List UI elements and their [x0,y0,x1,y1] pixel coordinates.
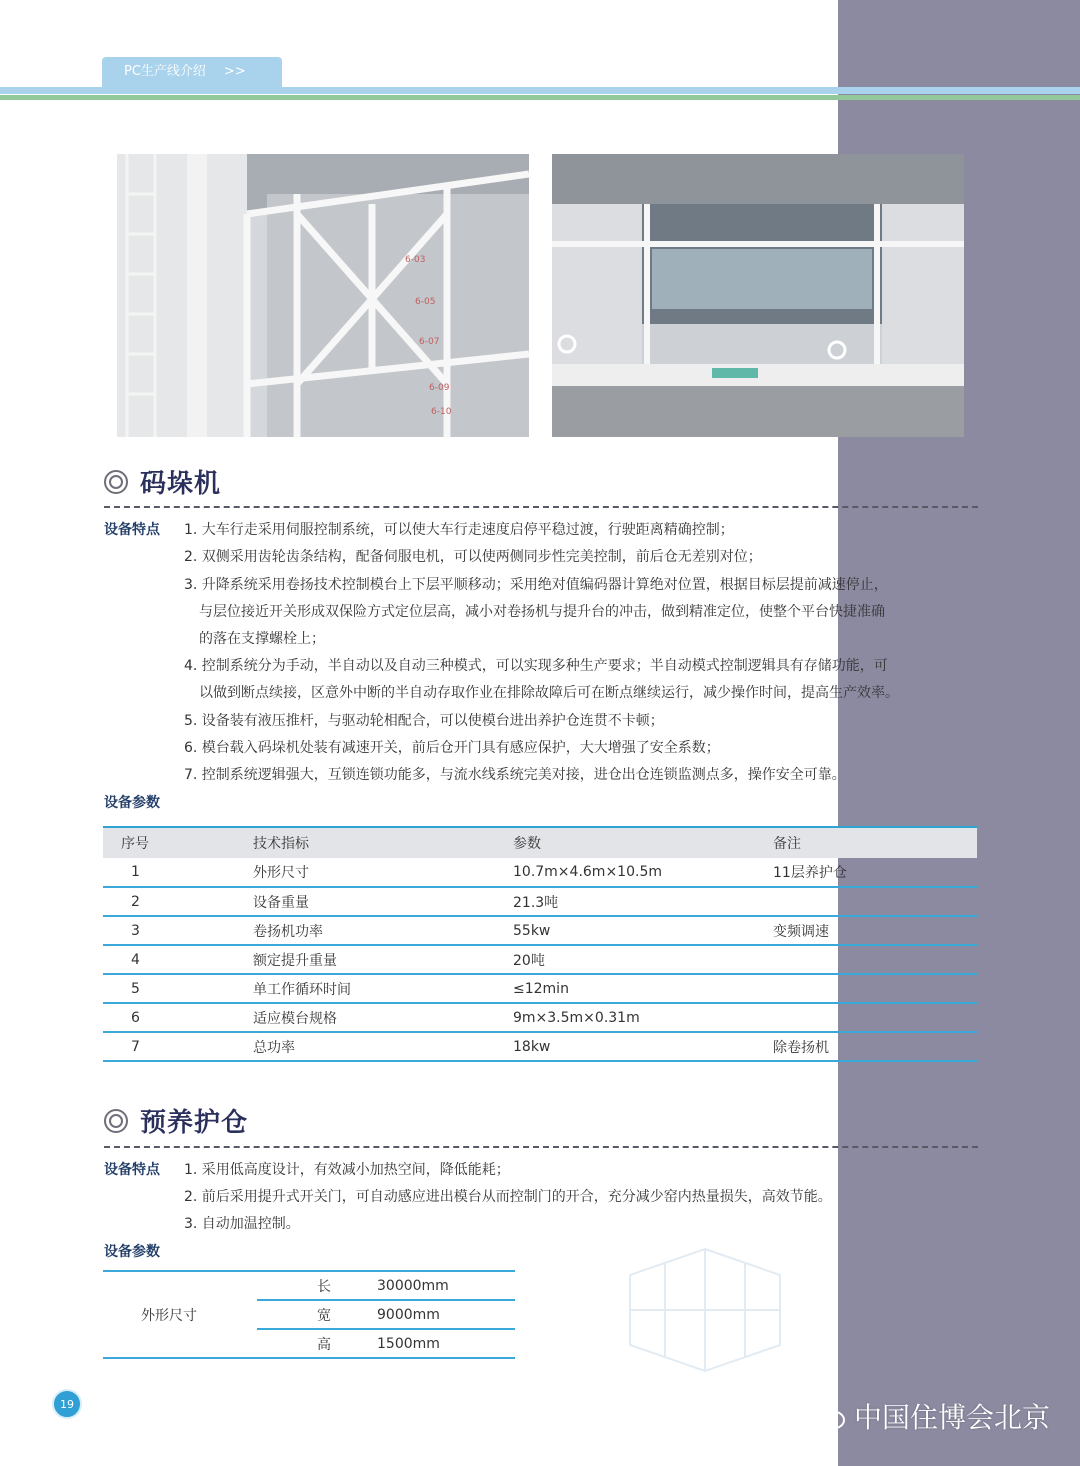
header-tab-label: PC生产线介绍 [124,64,206,79]
table-cell [773,945,977,974]
table-cell [773,887,977,916]
header-cell: 备注 [773,836,801,852]
table-cell: 设备重量 [253,887,513,916]
dimension-label: 高 [317,1336,331,1353]
feature-line: 6. 模台载入码垛机处装有减速开关，前后仓开门具有感应保护，大大增强了安全系数； [184,740,720,756]
table-cell: 4 [103,945,253,974]
header-tab [102,57,282,87]
stacker-photo-right [552,154,964,437]
table-cell: 9m×3.5m×0.31m [513,1003,773,1032]
section-title-precuring [104,1102,248,1139]
table-cell: 除卷扬机 [773,1032,977,1061]
page-number-badge [52,1389,82,1419]
feature-line: 2. 双侧采用齿轮齿条结构，配备伺服电机，可以使两侧同步性完美控制，前后仓无差别对位； [184,549,762,565]
feature-line: 7. 控制系统逻辑强大，互锁连锁功能多，与流水线系统完美对接，进仓出仓连锁监测点多，操作安全可靠。 [184,767,846,783]
feature-line: 1. 大车行走采用伺服控制系统，可以使大车行走速度启停平稳过渡，行驶距离精确控制； [184,522,734,538]
params-table-header [103,827,977,858]
header-line-blue [0,87,1080,94]
feature-line: 4. 控制系统分为手动，半自动以及自动三种模式，可以实现多种生产要求；半自动模式控制逻辑具有存储功能，可 [184,658,888,674]
feature-line: 2. 前后采用提升式开关门，可自动感应进出模台从而控制门的开合，充分减少窑内热量损失，高效节能。 [184,1189,832,1205]
brand-watermark [806,1396,1050,1436]
table-cell: 5 [103,974,253,1003]
section-title-stacker [104,463,221,500]
table-cell: 11层养护仓 [773,858,977,887]
table-row [103,1003,977,1032]
svg-text:6-07: 6-07 [419,337,440,347]
table-cell: 21.3吨 [513,887,773,916]
table-cell: 卷扬机功率 [253,916,513,945]
table-cell: 3 [103,916,253,945]
svg-text:6-05: 6-05 [415,297,436,307]
table-cell: 6 [103,1003,253,1032]
table-cell: 额定提升重量 [253,945,513,974]
dimension-value: 9000mm [337,1300,515,1329]
hexagon-decoration-icon [620,1245,790,1375]
table-row [103,1271,515,1300]
dimensions-table [103,1270,515,1359]
target-bullet-icon [104,1109,128,1133]
params-label: 设备参数 [104,795,160,811]
params-label: 设备参数 [104,1244,160,1260]
table-cell: 1 [103,858,253,887]
feature-line: 与层位接近开关形成双保险方式定位层高，减小对卷扬机与提升台的冲击，做到精准定位，使整个平台快捷准确 [199,604,885,620]
table-row [103,887,977,916]
brand-text: 中国住博会北京 [854,1401,1051,1434]
table-row [103,974,977,1003]
svg-text:6-09: 6-09 [429,383,450,393]
table-cell: 变频调速 [773,916,977,945]
wechat-icon [806,1400,846,1432]
section-title-text: 码垛机 [140,469,222,499]
section-title-text: 预养护仓 [140,1108,249,1138]
feature-line: 5. 设备装有液压推杆，与驱动轮相配合，可以使模台进出养护仓连贯不卡顿； [184,713,664,729]
table-cell: 单工作循环时间 [253,974,513,1003]
page-number: 19 [60,1397,74,1411]
feature-line: 3. 升降系统采用卷扬技术控制模台上下层平顺移动；采用绝对值编码器计算绝对位置，根据目标层提前减速停止， [184,577,888,593]
table-row [103,858,977,887]
table-cell: 10.7m×4.6m×10.5m [513,858,773,887]
header-cell: 序号 [121,836,149,852]
table-cell: 20吨 [513,945,773,974]
table-row [103,1032,977,1061]
table-row [103,916,977,945]
dimension-label: 长 [257,1271,337,1300]
table-cell: 外形尺寸 [253,858,513,887]
dimension-value: 1500mm [377,1335,440,1352]
feature-line: 3. 自动加温控制。 [184,1216,300,1232]
dimension-label: 宽 [257,1300,337,1329]
target-bullet-icon [104,470,128,494]
feature-line: 1. 采用低高度设计，有效减小加热空间，降低能耗； [184,1162,510,1178]
table-cell [773,1003,977,1032]
header-line-green [0,95,1080,100]
table-cell: 18kw [513,1032,773,1061]
feature-line: 的落在支撑螺栓上； [199,631,325,647]
section-divider [104,1146,978,1148]
table-cell: 7 [103,1032,253,1061]
features-label: 设备特点 [104,522,160,538]
svg-text:6-10: 6-10 [431,407,452,417]
header-cell: 参数 [513,836,541,852]
section-divider [104,506,978,508]
table-cell: 总功率 [253,1032,513,1061]
features-label: 设备特点 [104,1162,160,1178]
feature-line: 以做到断点续接，区意外中断的半自动存取作业在排除故障后可在断点继续运行，减少操作时间，提高生产效率。 [199,685,899,701]
table-row [103,945,977,974]
dimensions-name: 外形尺寸 [141,1307,197,1324]
header-tab-arrows: >> [223,64,246,79]
table-cell: ≤12min [513,974,773,1003]
params-table [103,826,977,1062]
header-cell: 技术指标 [253,836,309,852]
table-cell [773,974,977,1003]
svg-text:6-03: 6-03 [405,255,426,265]
stacker-photo-left [117,154,529,437]
table-cell: 2 [103,887,253,916]
dimension-value: 30000mm [337,1271,515,1300]
table-cell: 适应模台规格 [253,1003,513,1032]
table-cell: 55kw [513,916,773,945]
